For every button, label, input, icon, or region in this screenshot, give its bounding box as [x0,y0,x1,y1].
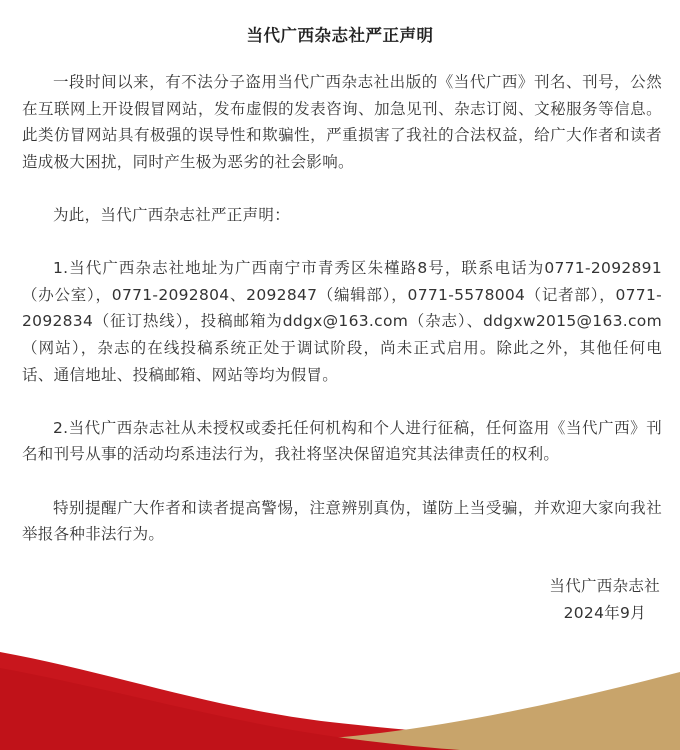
paragraph-no-authorization: 2.当代广西杂志社从未授权或委托任何机构和个人进行征稿，任何盗用《当代广西》刊名和刊号从事的活动均系违法行为，我社将坚决保留追究其法律责任的权利。 [22,418,662,464]
footer-gold-wave [330,672,680,750]
footer-red-wave [0,652,520,750]
page-title: 当代广西杂志社严正声明 [246,26,434,45]
signature-block [460,573,660,627]
footer-red-fill [0,668,460,750]
statement-body [22,69,662,574]
signature-organization: 当代广西杂志社 [549,577,660,595]
paragraph-intro: 一段时间以来，有不法分子盗用当代广西杂志社出版的《当代广西》刊名、刊号，公然在互联网上开设假冒网站，发布虚假的发表咨询、加急见刊、杂志订阅、文秘服务等信息。此类仿冒网站具有极强的误导性和欺骗性，严重损害了我社的合法权益，给广大作者和读者造成极大困扰，同时产生极为恶劣的社会影响。 [22,73,662,171]
paragraph-reminder: 特别提醒广大作者和读者提高警惕，注意辨别真伪，谨防上当受骗，并欢迎大家向我社举报各种非法行为。 [22,498,662,544]
paragraph-declaration-lead: 为此，当代广西杂志社严正声明： [53,205,291,224]
paragraph-contact-info: 1.当代广西杂志社地址为广西南宁市青秀区朱槿路8号，联系电话为0771-2092891（办公室），0771-2092804、2092847（编辑部），0771-5578004（记者部），0771-2092834（征订热线），投稿邮箱为ddgx@163.com（杂志）、ddgxw2015@163.com（网站），杂志的在线投稿系统正处于调试阶段，尚未正式启用。除此之外，其他任何电话、通信地址、投稿邮箱、网站等均为假冒。 [22,259,662,384]
signature-date: 2024年9月 [563,604,646,622]
